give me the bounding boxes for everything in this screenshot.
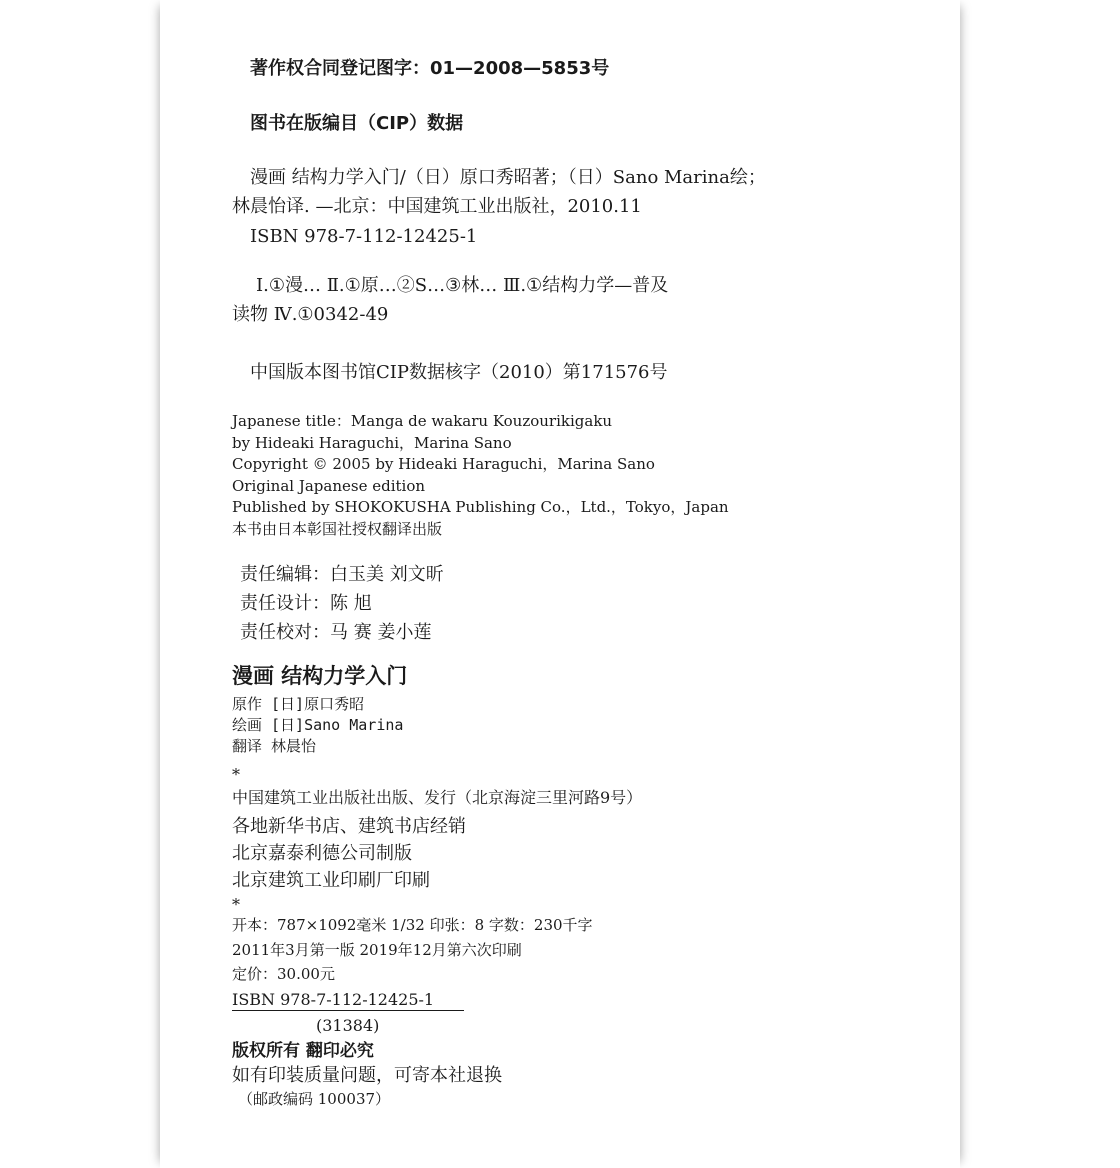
price-line: 定价：30.00元 — [232, 965, 335, 983]
original-line-4: Original Japanese edition — [232, 477, 426, 495]
staff-proofreader: 责任校对：马 赛 姜小莲 — [240, 622, 432, 643]
original-line-5: Published by SHOKOKUSHA Publishing Co.，Ltd.，Tokyo，Japan — [232, 498, 729, 516]
book-code: (31384) — [316, 1016, 380, 1035]
publisher-line: 中国建筑工业出版社出版、发行（北京海淀三里河路9号） — [232, 788, 643, 807]
copyright-registration: 著作权合同登记图字：01—2008—5853号 — [250, 58, 610, 79]
cip-line-1: 漫画 结构力学入门/（日）原口秀昭著；（日）Sano Marina绘； — [250, 167, 766, 188]
staff-designer: 责任设计：陈 旭 — [240, 593, 372, 614]
staff-editor: 责任编辑：白玉美 刘文昕 — [240, 564, 444, 585]
original-line-2: by Hideaki Haraguchi，Marina Sano — [232, 434, 512, 452]
cip-isbn: ISBN 978-7-112-12425-1 — [250, 226, 478, 247]
cip-line-2: 林晨怡译. —北京：中国建筑工业出版社，2010.11 — [232, 196, 642, 217]
copyright-page — [160, 0, 960, 1168]
rights-line: 版权所有 翻印必究 — [232, 1041, 374, 1061]
return-note: 如有印装质量问题，可寄本社退换 — [232, 1065, 502, 1086]
separator-star-2: * — [232, 895, 240, 914]
printer-line: 北京建筑工业印刷厂印刷 — [232, 870, 430, 891]
cip-line-4: Ⅰ.①漫… Ⅱ.①原…②S…③林… Ⅲ.①结构力学—普及 — [256, 275, 669, 296]
original-line-3: Copyright © 2005 by Hideaki Haraguchi，Marina Sano — [232, 455, 655, 473]
separator-star-1: * — [232, 765, 240, 784]
cip-line-5: 读物 Ⅳ.①0342-49 — [232, 304, 389, 325]
book-translator: 翻译 林晨怡 — [232, 737, 317, 755]
book-illustrator: 绘画 [日]Sano Marina — [232, 716, 404, 734]
format-line: 开本：787×1092毫米 1/32 印张：8 字数：230千字 — [232, 916, 593, 934]
cip-number: 中国版本图书馆CIP数据核字（2010）第171576号 — [250, 362, 668, 383]
edition-line: 2011年3月第一版 2019年12月第六次印刷 — [232, 941, 522, 959]
book-title: 漫画 结构力学入门 — [232, 664, 408, 688]
isbn-line: ISBN 978-7-112-12425-1 — [232, 992, 464, 1011]
plate-maker-line: 北京嘉泰利德公司制版 — [232, 843, 412, 864]
postcode-line: （邮政编码 100037） — [238, 1090, 391, 1108]
book-author: 原作 [日]原口秀昭 — [232, 695, 365, 713]
authorization-note: 本书由日本彰国社授权翻译出版 — [232, 520, 443, 538]
cip-heading: 图书在版编目（CIP）数据 — [250, 113, 464, 134]
original-line-1: Japanese title：Manga de wakaru Kouzourikigaku — [232, 412, 613, 430]
distributor-line: 各地新华书店、建筑书店经销 — [232, 816, 466, 837]
